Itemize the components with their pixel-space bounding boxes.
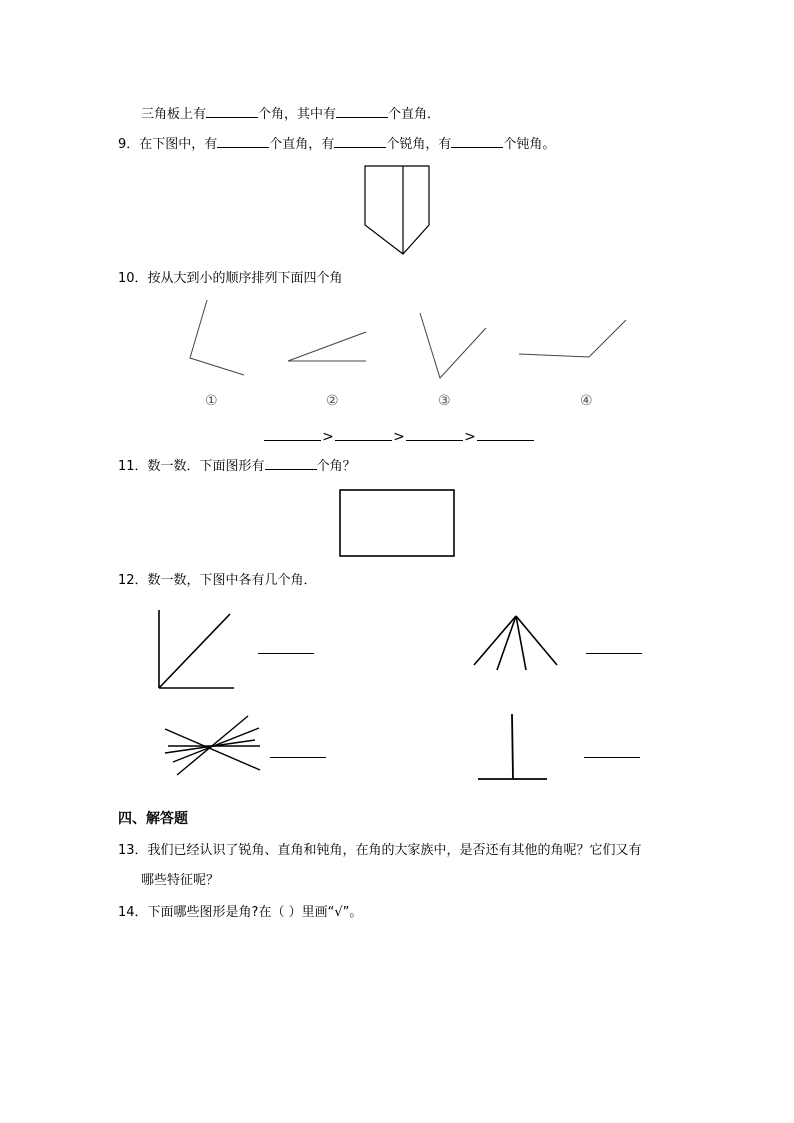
figure-c xyxy=(165,716,260,775)
question-12: 12．数一数，下图中各有几个角． xyxy=(118,573,317,588)
question-10: 10．按从大到小的顺序排列下面四个角 xyxy=(118,271,343,286)
angle-2 xyxy=(288,332,366,361)
answer-blank[interactable] xyxy=(335,426,392,441)
answer-line-d[interactable] xyxy=(584,757,640,758)
answer-blank[interactable] xyxy=(451,134,503,148)
q8-continuation: 三角板上有 个角，其中有 个直角． xyxy=(141,104,440,124)
angle-label-3: ③ xyxy=(438,393,451,409)
question-11: 11．数一数．下面图形有 个角？ xyxy=(118,456,356,476)
answer-blank[interactable] xyxy=(265,456,317,470)
question-13-line1: 13．我们已经认识了锐角、直角和钝角，在角的大家族中，是否还有其他的角呢？它们又有 xyxy=(118,843,642,858)
answer-blank[interactable] xyxy=(217,134,269,148)
answer-blank[interactable] xyxy=(477,426,534,441)
angle-1 xyxy=(190,300,244,375)
figure-d xyxy=(478,714,547,779)
answer-blank[interactable] xyxy=(264,426,321,441)
question-14: 14．下面哪些图形是角?在（ ）里画“√”。 xyxy=(118,905,363,920)
angle-4 xyxy=(519,320,626,357)
angle-3 xyxy=(420,313,486,378)
answer-line-a[interactable] xyxy=(258,653,314,654)
answer-line-c[interactable] xyxy=(270,757,326,758)
angle-label-1: ① xyxy=(205,393,218,409)
answer-blank[interactable] xyxy=(334,134,386,148)
question-9: 9．在下图中，有 个直角，有 个锐角，有 个钝角。 xyxy=(118,134,555,154)
answer-line-b[interactable] xyxy=(586,653,642,654)
answer-blank[interactable] xyxy=(336,104,388,118)
figure-a xyxy=(159,610,234,688)
section-title: 四、解答题 xyxy=(118,811,188,827)
question-13-line2: 哪些特征呢？ xyxy=(141,873,220,888)
figure-b xyxy=(474,616,557,670)
answer-blank[interactable] xyxy=(206,104,258,118)
answer-blank[interactable] xyxy=(406,426,463,441)
angle-label-2: ② xyxy=(326,393,339,409)
order-answer-row: > > > xyxy=(264,426,534,445)
angle-label-4: ④ xyxy=(580,393,593,409)
